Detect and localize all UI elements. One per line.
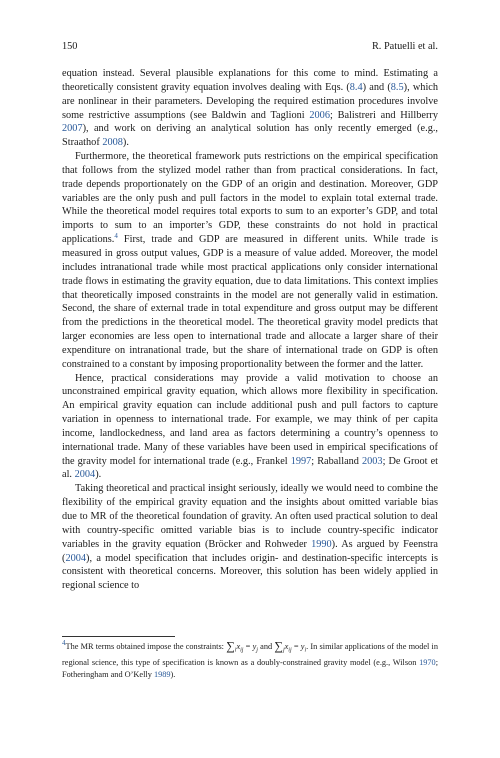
footnote-citation-link[interactable]: 1989 [153,670,171,680]
text-run: Hence, practical considerations may provide a valid motivation to choose an unconstrained empirical gravity equation, which allows more flexibility in specification. An empirical gravity equation can include additional push and pull factors to capture variation in openness to international trade. For example, we may think of per capita income, landlockedness, and land area as factors determining a country’s openness to international trade. Many of these variables have been used in empirical specifications of the gravity model for international trade (e.g., Frankel [62,372,438,467]
footnote-text: . In similar applications of the model in regional science, this type of specification is known as a doubly-constrained gravity model (e.g., Wilson [62,642,439,667]
text-run: ), a model specification that includes origin- and destination-specific intercepts is consistent with theoretical concerns. Moreover, this solution has been widely applied in regional science to [62,552,438,592]
text-run: ). [122,137,129,149]
footnote-reference[interactable]: 4 [114,232,118,241]
citation-link[interactable]: 8.4 [349,81,363,93]
page-header [62,41,438,53]
text-run: ), and work on deriving an analytical solution has only recently emerged (e.g., Straathof [62,123,438,149]
footnote-lead: The MR terms obtained impose the constraints: [65,642,227,651]
footnote-and: and [257,642,275,651]
text-run: ) and ( [362,81,391,93]
footnote-equation-1: $\sum_ix_{ij} = y_j$ [226,639,258,654]
footnote-citation-link[interactable]: 1970 [419,657,436,667]
paragraph [62,372,438,483]
citation-link[interactable]: 2004 [74,469,96,481]
citation-link[interactable]: 2008 [102,137,123,149]
page-number: 150 [62,41,78,52]
citation-link[interactable]: 8.5 [390,81,404,93]
text-run: ), which are nonlinear in their parameters. Developing the required estimation procedures involve some restrictive assumptions (see Baldwin and Taglioni [62,81,439,121]
citation-link[interactable]: 2006 [309,109,330,121]
text-run: First, trade and GDP are measured in different units. While trade is measured in gross output values, GDP is a measure of value added. Moreover, the model includes intranational trade while most practical applications only consider international trade flows in estimating the gravity equation, due to data limitations. This context implies that theoretically imposed constraints in the model are not generally valid in estimation. Second, the share of external trade in total expenditure and gross output may be different from the predictions in the theoretical model. The theoretical gravity model predicts that larger economies are less open to international trade and allocate a larger share of their expenditure on intranational trade, but the share of international trade on GDP is often constrained to a constant by imposing proportionality between the former and the latter. [62,234,438,370]
footnote-divider [62,636,175,637]
citation-link[interactable]: 2007 [62,123,83,135]
footnote-marker: 4 [62,639,66,647]
text-run: ; De Groot et al. [62,455,438,481]
citation-link[interactable]: 1997 [290,455,312,467]
footnote: $^4$The MR terms obtained impose the constraints: $\sum_ix_{ij} = y_j$ and $\sum_jx_{ij} = y_i$. In similar applications of the model in regional science, this type of specification is known as a doubly-constrained gravity model (e.g., Wilson 1970; Fotheringham and O’Kelly 1989). [62,639,439,680]
text-run: ). [95,469,102,481]
paragraph [62,67,438,150]
footnote-equation-2: $\sum_jx_{ij} = y_i$ [274,639,307,654]
citation-link[interactable]: 2003 [361,455,383,467]
text-run: ; Raballand [311,455,362,467]
citation-link[interactable]: 2004 [65,552,87,564]
paragraph [62,482,438,593]
text-run: equation instead. Several plausible explanations for this come to mind. Estimating a theoretically consistent gravity equation involves dealing with Eqs. ( [62,68,438,93]
body-text [62,67,438,593]
text-run: ; Balistreri and Hillberry [329,109,438,121]
paragraph [62,150,438,372]
citation-link[interactable]: 1990 [311,538,332,550]
running-head: R. Patuelli et al. [371,41,438,52]
text-run: Furthermore, the theoretical framework puts restrictions on the empirical specification that follows from the stylized model rather than from practical considerations. In fact, trade depends proportionately on the GDP of an origin and destination. Moreover, GDP variables are the only push and pull factors in the model to explain total external trade. While the theoretical model requires total exports to sum to an exporter’s GDP, and total imports to sum to an importer’s GDP, these constraints do not hold in practical applications. [62,151,438,246]
text-run: Taking theoretical and practical insight seriously, ideally we would need to combine the flexibility of the empirical gravity equation and the insights about omitted variable bias due to MR of the theoretical foundation of gravity. An often used practical solution to deal with country-specific omitted variable bias is to include country-specific indicator variables in the gravity equation (Bröcker and Rohweder [62,483,438,550]
text-run: ). As argued by Feenstra ( [62,538,438,564]
